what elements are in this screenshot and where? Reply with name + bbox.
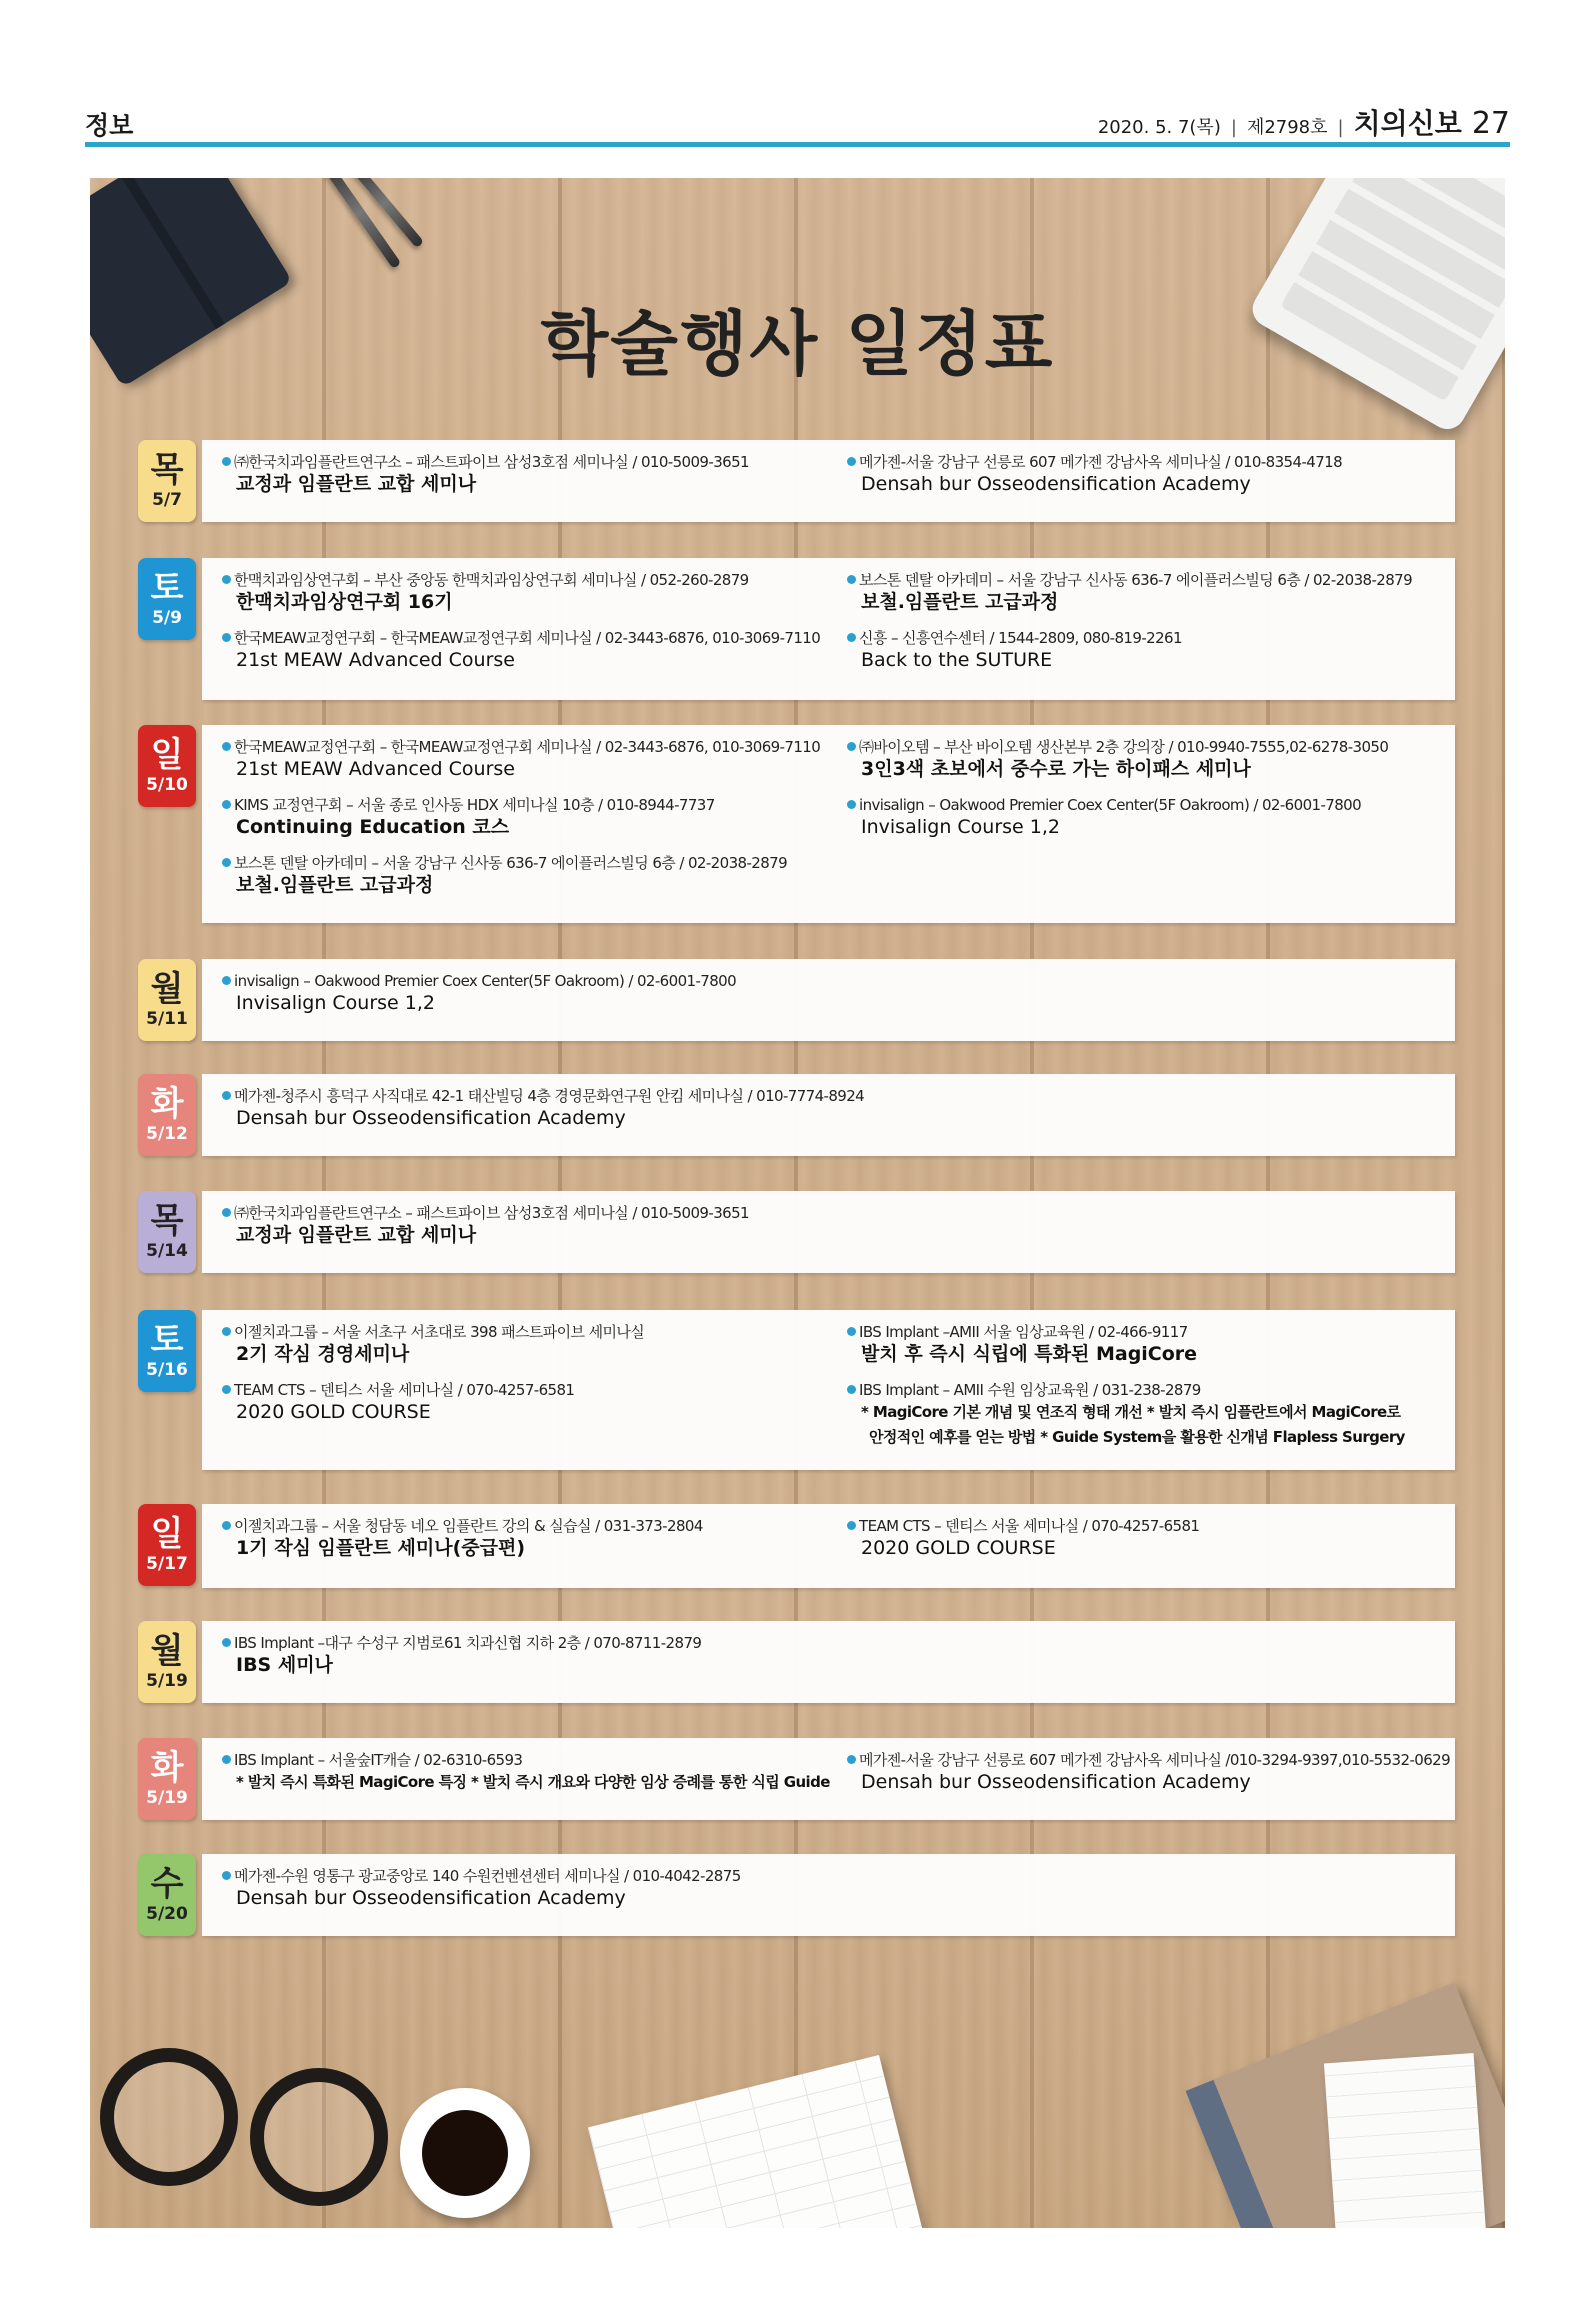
page-title: 학술행사 일정표 <box>540 303 1055 385</box>
event-info <box>222 1380 574 1400</box>
issue-date: 2020. 5. 7(목) <box>1097 117 1221 138</box>
bullet-dot-icon <box>222 1208 231 1217</box>
event-item <box>222 1203 749 1248</box>
issue-number: 제2798호 <box>1246 117 1328 138</box>
event-title: Densah bur Osseodensification Academy <box>861 473 1251 495</box>
event-organizer: 메가젠-서울 강남구 선릉로 607 메가젠 강남사옥 세미나실 / 010-8354-4718 <box>859 453 1343 471</box>
day-badge <box>138 1310 196 1392</box>
day-date: 5/14 <box>146 1241 188 1261</box>
section-label: 정보 <box>85 111 134 140</box>
event-title: Invisalign Course 1,2 <box>861 816 1060 838</box>
day-badge <box>138 725 196 807</box>
event-info <box>222 1086 864 1106</box>
bullet-dot-icon <box>222 1521 231 1530</box>
event-title: Densah bur Osseodensification Academy <box>861 1771 1251 1793</box>
day-badge <box>138 1738 196 1820</box>
event-info <box>847 1750 1450 1770</box>
day-row <box>138 1854 1455 1936</box>
event-organizer: 한국MEAW교정연구회 – 한국MEAW교정연구회 세미나실 / 02-3443-6876, 010-3069-7110 <box>234 738 821 756</box>
event-info <box>222 737 820 757</box>
bullet-dot-icon <box>847 457 856 466</box>
event-organizer: IBS Implant –대구 수성구 지범로61 치과신협 지하 2층 / 070-8711-2879 <box>234 1634 702 1652</box>
day-row <box>138 1738 1455 1820</box>
event-title: 21st MEAW Advanced Course <box>236 758 515 780</box>
event-panel <box>202 1504 1455 1588</box>
event-item <box>847 1750 1450 1795</box>
event-item <box>222 795 715 840</box>
bullet-dot-icon <box>847 1385 856 1394</box>
bullet-dot-icon <box>222 457 231 466</box>
event-title: 교정과 임플란트 교합 세미나 <box>236 473 477 495</box>
event-item <box>847 795 1361 840</box>
bullet-dot-icon <box>222 1638 231 1647</box>
event-organizer: 한국MEAW교정연구회 – 한국MEAW교정연구회 세미나실 / 02-3443-6876, 010-3069-7110 <box>234 629 821 647</box>
bullet-dot-icon <box>222 1385 231 1394</box>
separator: | <box>1337 117 1344 138</box>
bullet-dot-icon <box>847 1755 856 1764</box>
day-of-week: 토 <box>150 1320 184 1360</box>
event-organizer: 신흥 – 신흥연수센터 / 1544-2809, 080-819-2261 <box>859 629 1182 647</box>
event-title: 보철.임플란트 고급과정 <box>236 874 434 896</box>
event-panel <box>202 1738 1455 1820</box>
day-row <box>138 725 1455 923</box>
day-badge <box>138 1074 196 1156</box>
event-title: Back to the SUTURE <box>861 649 1053 671</box>
event-info <box>847 795 1361 815</box>
bullet-dot-icon <box>847 633 856 642</box>
event-info <box>847 737 1388 757</box>
masthead <box>85 100 1510 142</box>
event-organizer: IBS Implant –AMII 서울 임상교육원 / 02-466-9117 <box>859 1323 1188 1341</box>
day-row <box>138 440 1455 522</box>
bullet-dot-icon <box>222 800 231 809</box>
bullet-dot-icon <box>222 1871 231 1880</box>
event-panel <box>202 1074 1455 1156</box>
event-info <box>222 971 736 991</box>
event-panel <box>202 725 1455 923</box>
event-title: 2020 GOLD COURSE <box>861 1537 1056 1559</box>
event-info <box>222 853 787 873</box>
day-of-week: 목 <box>150 1201 184 1241</box>
bullet-dot-icon <box>222 858 231 867</box>
bullet-dot-icon <box>222 1327 231 1336</box>
masthead-info <box>1098 102 1510 142</box>
event-item <box>222 1516 703 1561</box>
coffee-cup-icon <box>400 2088 530 2218</box>
event-title: 2기 작심 경영세미나 <box>236 1343 410 1365</box>
day-row <box>138 1504 1455 1588</box>
event-info <box>222 570 749 590</box>
event-organizer: ㈜바이오템 – 부산 바이오템 생산본부 2층 강의장 / 010-9940-7555,02-6278-3050 <box>859 738 1389 756</box>
day-of-week: 목 <box>150 450 184 490</box>
event-item <box>847 737 1388 782</box>
event-info <box>847 570 1412 590</box>
event-info <box>847 1322 1197 1342</box>
day-date: 5/19 <box>146 1788 188 1808</box>
event-title: 교정과 임플란트 교합 세미나 <box>236 1224 477 1246</box>
event-organizer: TEAM CTS – 덴티스 서울 세미나실 / 070-4257-6581 <box>859 1517 1200 1535</box>
day-of-week: 수 <box>150 1864 184 1904</box>
event-item <box>222 628 820 673</box>
event-panel <box>202 1191 1455 1273</box>
event-title: 1기 작심 임플란트 세미나(중급편) <box>236 1537 526 1559</box>
event-organizer: invisalign – Oakwood Premier Coex Center(5F Oakroom) / 02-6001-7800 <box>859 796 1362 814</box>
day-date: 5/7 <box>152 490 182 510</box>
newspaper-name: 치의신보 <box>1353 107 1462 140</box>
day-badge <box>138 1191 196 1273</box>
event-info <box>222 452 749 472</box>
event-panel <box>202 1621 1455 1703</box>
event-organizer: 메가젠-서울 강남구 선릉로 607 메가젠 강남사옥 세미나실 /010-3294-9397,010-5532-0629 <box>859 1751 1451 1769</box>
day-badge <box>138 440 196 522</box>
event-info <box>222 1203 749 1223</box>
bullet-dot-icon <box>222 1755 231 1764</box>
event-info <box>222 628 820 648</box>
day-row <box>138 1310 1455 1470</box>
bullet-dot-icon <box>222 1091 231 1100</box>
event-info <box>847 1516 1199 1536</box>
event-title: Densah bur Osseodensification Academy <box>236 1887 626 1909</box>
bullet-dot-icon <box>847 575 856 584</box>
event-item <box>222 853 787 898</box>
event-item <box>222 1866 741 1911</box>
event-item <box>847 1380 1405 1449</box>
day-of-week: 일 <box>150 1514 184 1554</box>
event-title: 발치 후 즉시 식립에 특화된 MagiCore <box>861 1343 1198 1365</box>
event-info <box>222 795 715 815</box>
event-organizer: 메가젠-수원 영통구 광교중앙로 140 수원컨벤션센터 세미나실 / 010-4042-2875 <box>234 1867 741 1885</box>
bullet-dot-icon <box>222 633 231 642</box>
day-row <box>138 1621 1455 1703</box>
day-row <box>138 959 1455 1041</box>
event-info <box>222 1866 741 1886</box>
event-panel <box>202 959 1455 1041</box>
event-organizer: ㈜한국치과임플란트연구소 – 패스트파이브 삼성3호점 세미나실 / 010-5009-3651 <box>234 1204 749 1222</box>
event-item <box>847 628 1182 673</box>
event-organizer: 메가젠-청주시 흥덕구 사직대로 42-1 태산빌딩 4층 경영문화연구원 안킴 세미나실 / 010-7774-8924 <box>234 1087 865 1105</box>
page-number: 27 <box>1471 106 1510 141</box>
event-title: 21st MEAW Advanced Course <box>236 649 515 671</box>
day-row <box>138 1191 1455 1273</box>
event-organizer: 이젤치과그룹 – 서울 청담동 네오 임플란트 강의 & 실습실 / 031-373-2804 <box>234 1517 703 1535</box>
bullet-dot-icon <box>847 1327 856 1336</box>
event-item <box>847 1516 1199 1561</box>
event-item <box>847 570 1412 615</box>
event-panel <box>202 1310 1455 1470</box>
event-item <box>847 1322 1197 1367</box>
event-item <box>222 971 736 1016</box>
event-item <box>847 452 1342 497</box>
day-row <box>138 1074 1455 1156</box>
event-item <box>222 1750 830 1795</box>
event-organizer: TEAM CTS – 덴티스 서울 세미나실 / 070-4257-6581 <box>234 1381 575 1399</box>
day-badge <box>138 1854 196 1936</box>
bullet-dot-icon <box>847 1521 856 1530</box>
event-panel <box>202 440 1455 522</box>
event-info <box>222 1750 830 1770</box>
event-item <box>222 570 749 615</box>
event-item <box>222 452 749 497</box>
day-of-week: 일 <box>150 735 184 775</box>
event-organizer: ㈜한국치과임플란트연구소 – 패스트파이브 삼성3호점 세미나실 / 010-5009-3651 <box>234 453 749 471</box>
memo-pad-icon <box>1324 2053 1486 2228</box>
event-organizer: invisalign – Oakwood Premier Coex Center(5F Oakroom) / 02-6001-7800 <box>234 972 737 990</box>
day-date: 5/11 <box>146 1009 188 1029</box>
bullet-dot-icon <box>222 742 231 751</box>
event-panel <box>202 558 1455 700</box>
bullet-dot-icon <box>847 800 856 809</box>
day-date: 5/19 <box>146 1671 188 1691</box>
day-of-week: 월 <box>150 1631 184 1671</box>
day-date: 5/12 <box>146 1124 188 1144</box>
event-title: Densah bur Osseodensification Academy <box>236 1107 626 1129</box>
event-item <box>222 737 820 782</box>
day-date: 5/9 <box>152 608 182 628</box>
event-info <box>222 1322 644 1342</box>
day-date: 5/17 <box>146 1554 188 1574</box>
event-subtitle: 안정적인 예후를 얻는 방법 * Guide System을 활용한 신개념 Flapless Surgery <box>869 1428 1405 1446</box>
event-info <box>847 452 1342 472</box>
event-info <box>847 1380 1405 1400</box>
event-title: IBS 세미나 <box>236 1654 333 1676</box>
bullet-dot-icon <box>847 742 856 751</box>
day-of-week: 화 <box>150 1748 184 1788</box>
event-item <box>222 1086 864 1131</box>
event-title: Invisalign Course 1,2 <box>236 992 435 1014</box>
day-row <box>138 558 1455 700</box>
event-title: * MagiCore 기본 개념 및 연조직 형태 개선 * 발치 즉시 임플란트에서 MagiCore로 <box>861 1403 1401 1421</box>
event-title: 2020 GOLD COURSE <box>236 1401 431 1423</box>
event-organizer: 보스톤 덴탈 아카데미 – 서울 강남구 신사동 636-7 에이플러스빌딩 6층 / 02-2038-2879 <box>234 854 788 872</box>
day-badge <box>138 1504 196 1586</box>
event-organizer: IBS Implant – AMII 수원 임상교육원 / 031-238-2879 <box>859 1381 1201 1399</box>
event-organizer: 보스톤 덴탈 아카데미 – 서울 강남구 신사동 636-7 에이플러스빌딩 6층 / 02-2038-2879 <box>859 571 1413 589</box>
event-info <box>847 628 1182 648</box>
event-schedule <box>90 178 1505 2228</box>
day-of-week: 토 <box>150 568 184 608</box>
bullet-dot-icon <box>222 976 231 985</box>
day-date: 5/16 <box>146 1360 188 1380</box>
separator: | <box>1230 117 1237 138</box>
event-organizer: KIMS 교정연구회 – 서울 종로 인사동 HDX 세미나실 10층 / 010-8944-7737 <box>234 796 715 814</box>
day-date: 5/10 <box>146 775 188 795</box>
event-item <box>222 1633 701 1678</box>
event-title: 보철.임플란트 고급과정 <box>861 591 1059 613</box>
event-organizer: IBS Implant – 서울숲IT캐슬 / 02-6310-6593 <box>234 1751 523 1769</box>
glasses-icon <box>100 2038 400 2188</box>
event-title: Continuing Education 코스 <box>236 816 510 838</box>
day-badge <box>138 959 196 1041</box>
day-of-week: 화 <box>150 1084 184 1124</box>
event-info <box>222 1516 703 1536</box>
event-title: 3인3색 초보에서 중수로 가는 하이패스 세미나 <box>861 758 1251 780</box>
event-panel <box>202 1854 1455 1936</box>
event-info <box>222 1633 701 1653</box>
day-date: 5/20 <box>146 1904 188 1924</box>
header-rule <box>85 142 1510 147</box>
day-badge <box>138 1621 196 1703</box>
event-title: * 발치 즉시 특화된 MagiCore 특징 * 발치 즉시 개요와 다양한 임상 증례를 통한 식립 Guide <box>236 1773 830 1791</box>
day-of-week: 월 <box>150 969 184 1009</box>
event-title: 한맥치과임상연구회 16기 <box>236 591 453 613</box>
event-item <box>222 1380 574 1425</box>
event-organizer: 한맥치과임상연구회 – 부산 중앙동 한맥치과임상연구회 세미나실 / 052-260-2879 <box>234 571 749 589</box>
event-organizer: 이젤치과그룹 – 서울 서초구 서초대로 398 패스트파이브 세미나실 <box>234 1323 645 1341</box>
bullet-dot-icon <box>222 575 231 584</box>
wooden-board <box>90 178 1505 2228</box>
event-item <box>222 1322 644 1367</box>
day-badge <box>138 558 196 640</box>
